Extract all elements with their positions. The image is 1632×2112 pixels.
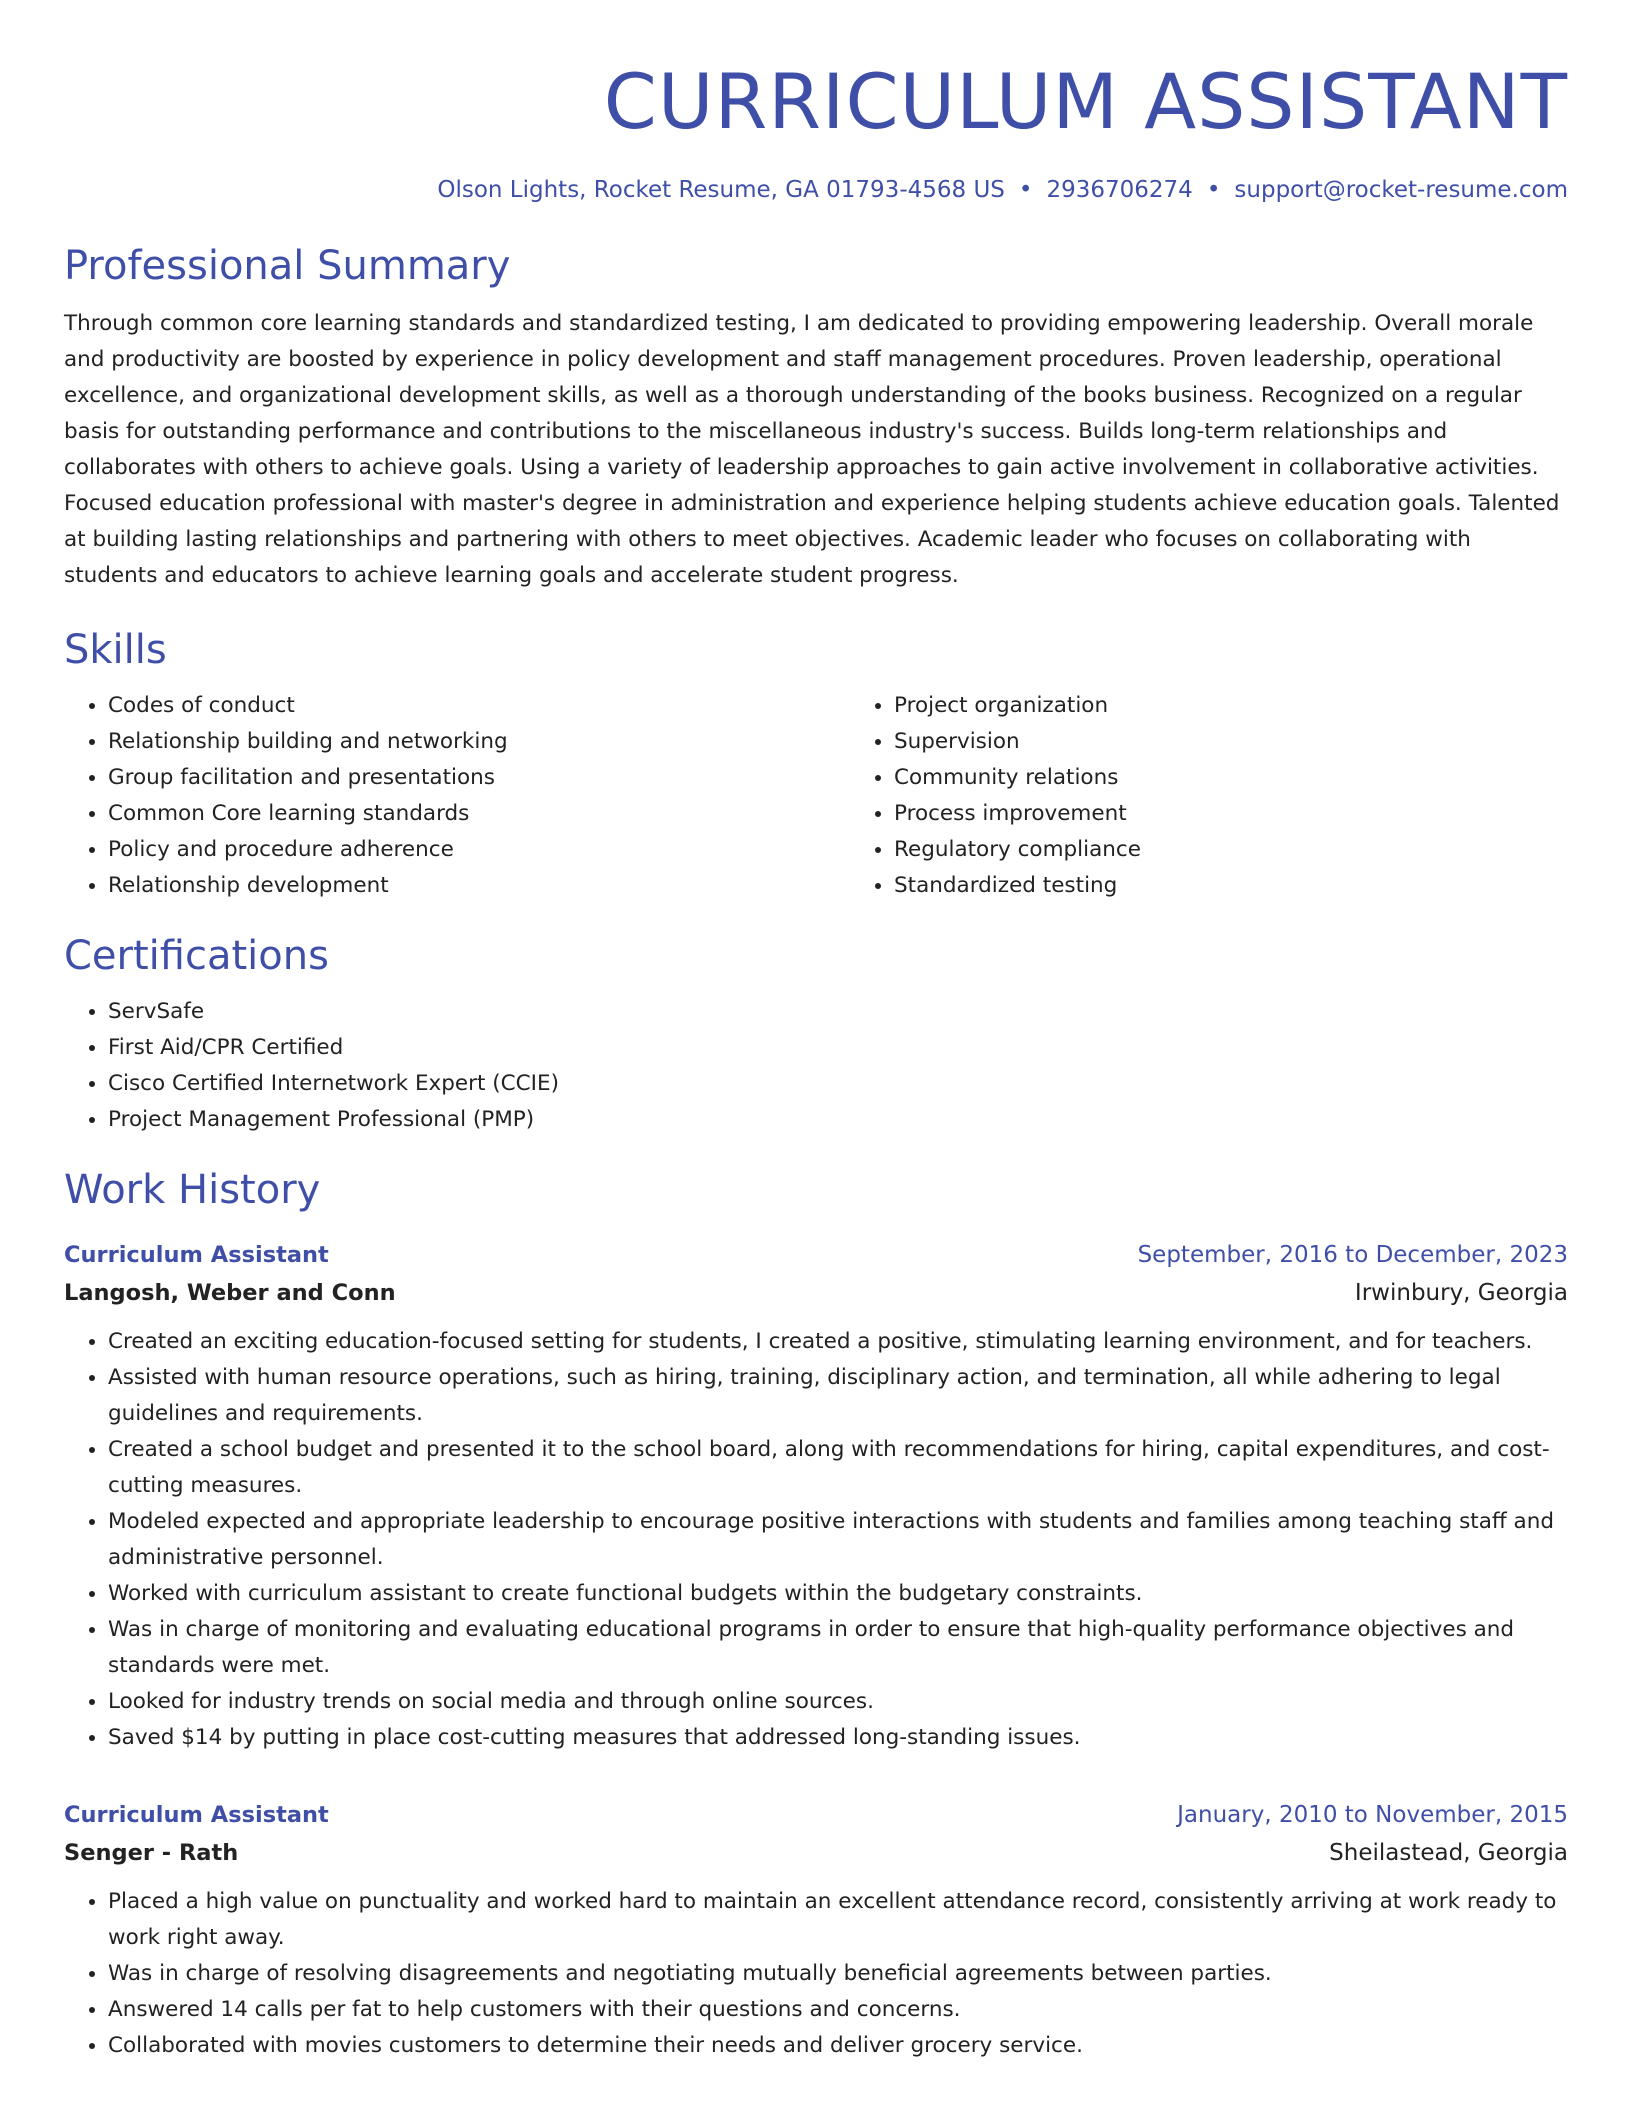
job-entry — [64, 1796, 1568, 2064]
skill-item: • Relationship building and networking — [108, 724, 850, 760]
skills-section — [64, 624, 1568, 904]
job-bullet: • Answered 14 calls per fat to help customers with their questions and concerns. — [108, 1992, 1568, 2028]
certifications-list — [64, 994, 1568, 1138]
job-bullets — [64, 1884, 1568, 2064]
job-company: Senger - Rath — [64, 1840, 239, 1866]
contact-separator: • — [1206, 177, 1221, 203]
contact-email: support@rocket-resume.com — [1234, 177, 1568, 203]
job-location: Sheilastead, Georgia — [1329, 1840, 1568, 1866]
contact-phone: 2936706274 — [1046, 177, 1193, 203]
contact-separator: • — [1018, 177, 1033, 203]
certifications-section — [64, 930, 1568, 1138]
summary-heading: Professional Summary — [64, 243, 511, 289]
skills-columns — [64, 688, 1568, 904]
job-bullet: • Was in charge of resolving disagreements and negotiating mutually beneficial agreements between parties. — [108, 1956, 1568, 1992]
summary-text: Through common core learning standards and standardized testing, I am dedicated to providing empowering leadership. Overall morale and productivity are boosted by experience in policy development and staff management procedures. Proven leadership, operational excellence, and organizational development skills, as well as a thorough understanding of the books business. Recognized on a regular basis for outstanding performance and contributions to the miscellaneous industry's success. Builds long-term relationships and collaborates with others to achieve goals. Using a variety of leadership approaches to gain active involvement in collaborative activities. Focused education professional with master's degree in administration and experience helping students achieve education goals. Talented at building lasting relationships and partnering with others to meet objectives. Academic leader who focuses on collaborating with students and educators to achieve learning goals and accelerate student progress. — [64, 311, 1560, 588]
skills-list-left — [64, 688, 850, 904]
contact-address: Olson Lights, Rocket Resume, GA 01793-4568 US — [437, 177, 1005, 203]
skills-list-right — [850, 688, 1632, 904]
job-title-row — [64, 1236, 1568, 1274]
certification-item: • ServSafe — [108, 994, 1568, 1030]
job-bullet: • Placed a high value on punctuality and worked hard to maintain an excellent attendance record, consistently arriving at work ready to work right away. — [108, 1884, 1568, 1956]
work-history-section — [64, 1164, 1568, 2064]
skill-item: • Codes of conduct — [108, 688, 850, 724]
job-entry — [64, 1236, 1568, 1756]
job-company-row — [64, 1274, 1568, 1312]
contact-line — [64, 174, 1568, 206]
job-company-row — [64, 1834, 1568, 1872]
job-dates: January, 2010 to November, 2015 — [1177, 1802, 1568, 1828]
skill-item: • Community relations — [894, 760, 1632, 796]
job-bullets — [64, 1324, 1568, 1756]
job-bullet: • Looked for industry trends on social media and through online sources. — [108, 1684, 1568, 1720]
job-title: Curriculum Assistant — [64, 1242, 329, 1268]
skill-item: • Standardized testing — [894, 868, 1632, 904]
job-title: Curriculum Assistant — [64, 1802, 329, 1828]
candidate-name: CURRICULUM ASSISTANT — [603, 57, 1568, 146]
skill-item: • Project organization — [894, 688, 1632, 724]
job-bullet: • Collaborated with movies customers to determine their needs and deliver grocery service. — [108, 2028, 1568, 2064]
work-history-heading: Work History — [64, 1167, 321, 1213]
certifications-heading: Certifications — [64, 933, 329, 979]
summary-section — [64, 240, 1568, 594]
certification-item: • Cisco Certified Internetwork Expert (CCIE) — [108, 1066, 1568, 1102]
skill-item: • Process improvement — [894, 796, 1632, 832]
skills-heading: Skills — [64, 627, 167, 673]
resume-header — [64, 56, 1568, 206]
job-bullet: • Created an exciting education-focused setting for students, I created a positive, stimulating learning environment, and for teachers. — [108, 1324, 1568, 1360]
job-bullet: • Worked with curriculum assistant to create functional budgets within the budgetary constraints. — [108, 1576, 1568, 1612]
job-bullet: • Saved $14 by putting in place cost-cutting measures that addressed long-standing issues. — [108, 1720, 1568, 1756]
job-dates: September, 2016 to December, 2023 — [1137, 1242, 1568, 1268]
certification-item: • Project Management Professional (PMP) — [108, 1102, 1568, 1138]
skill-item: • Policy and procedure adherence — [108, 832, 850, 868]
job-title-row — [64, 1796, 1568, 1834]
certification-item: • First Aid/CPR Certified — [108, 1030, 1568, 1066]
skill-item: • Regulatory compliance — [894, 832, 1632, 868]
job-company: Langosh, Weber and Conn — [64, 1280, 396, 1306]
skill-item: • Relationship development — [108, 868, 850, 904]
skill-item: • Common Core learning standards — [108, 796, 850, 832]
job-bullet: • Assisted with human resource operations, such as hiring, training, disciplinary action, and termination, all while adhering to legal guidelines and requirements. — [108, 1360, 1568, 1432]
skill-item: • Group facilitation and presentations — [108, 760, 850, 796]
job-bullet: • Created a school budget and presented it to the school board, along with recommendations for hiring, capital expenditures, and cost-cutting measures. — [108, 1432, 1568, 1504]
job-location: Irwinbury, Georgia — [1354, 1280, 1568, 1306]
job-bullet: • Was in charge of monitoring and evaluating educational programs in order to ensure that high-quality performance objectives and standards were met. — [108, 1612, 1568, 1684]
skill-item: • Supervision — [894, 724, 1632, 760]
job-bullet: • Modeled expected and appropriate leadership to encourage positive interactions with students and families among teaching staff and administrative personnel. — [108, 1504, 1568, 1576]
